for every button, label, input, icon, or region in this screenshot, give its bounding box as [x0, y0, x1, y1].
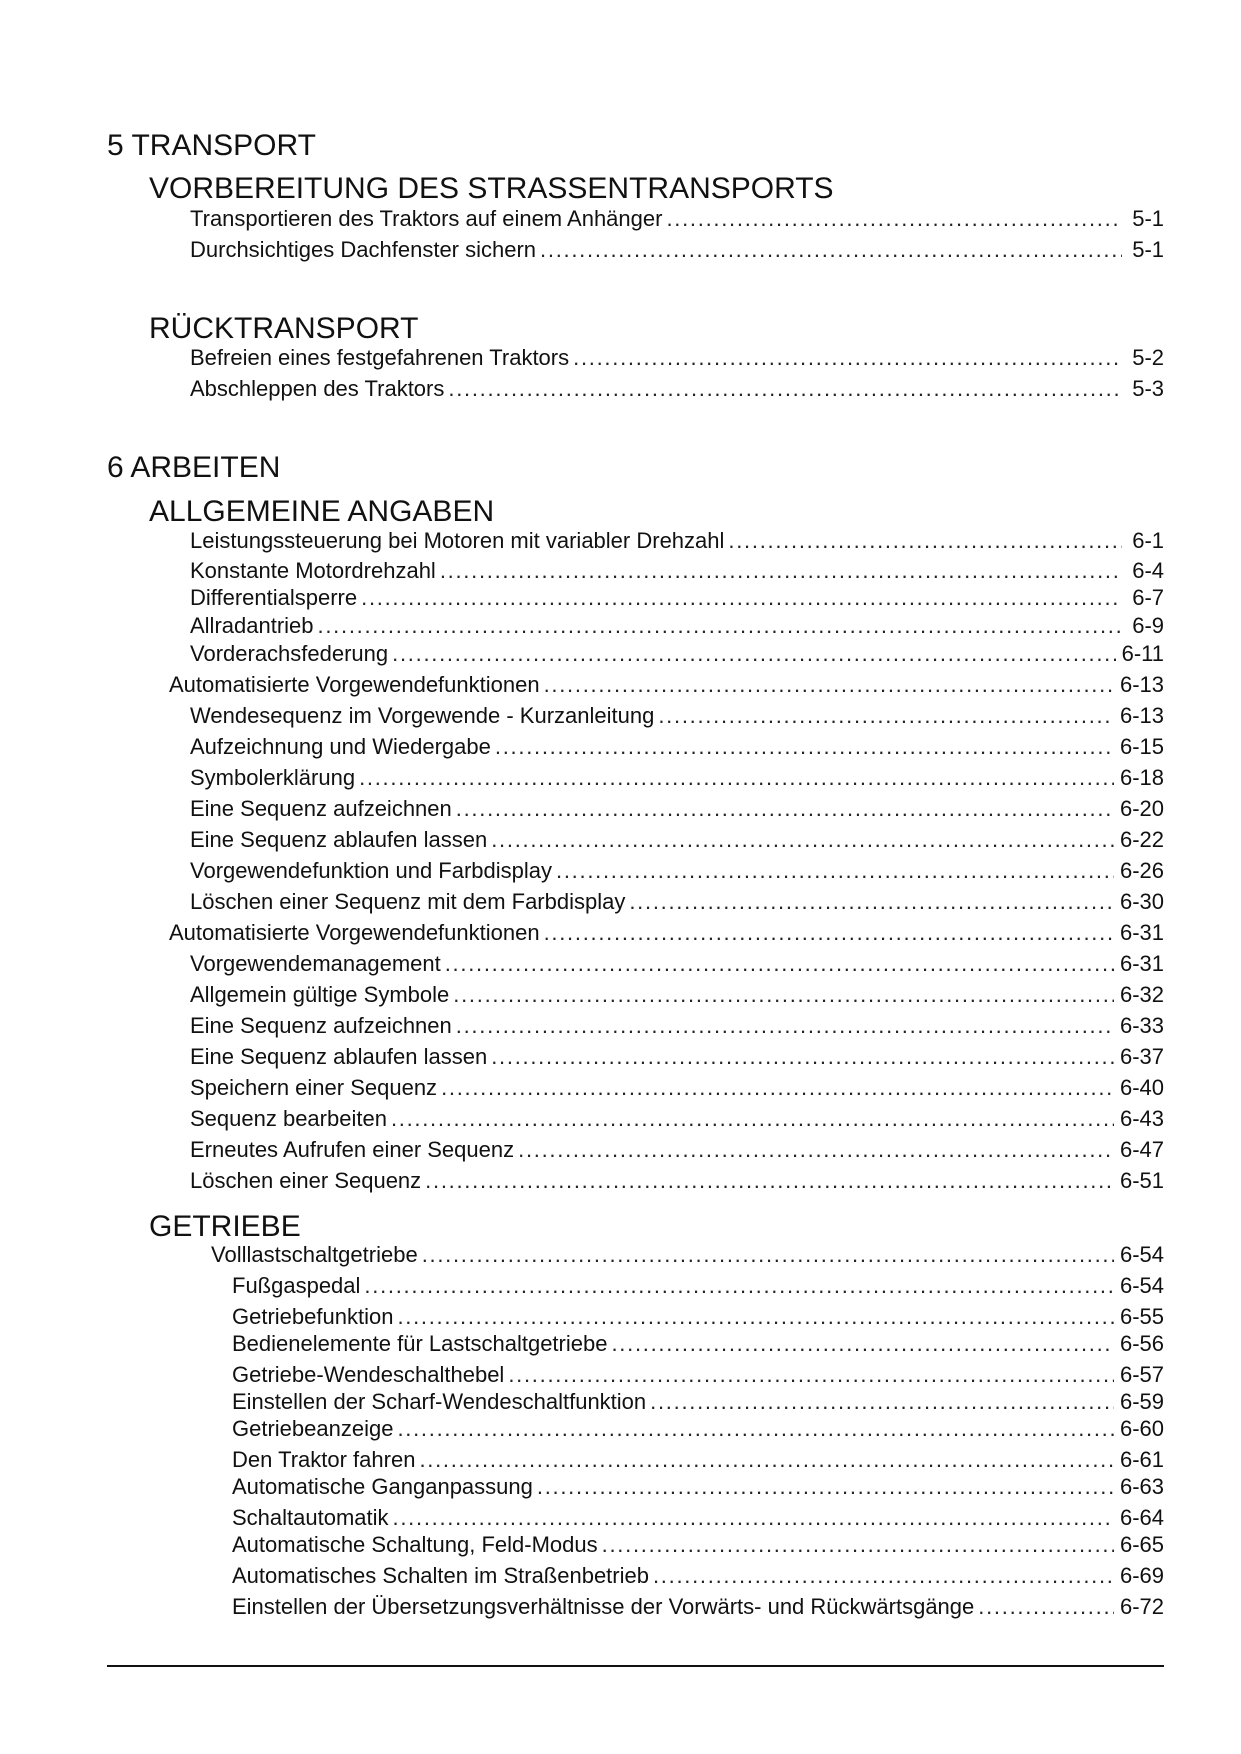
toc-entry-label: Einstellen der Scharf-Wendeschaltfunktion	[232, 1389, 647, 1414]
toc-entry-label: Aufzeichnung und Wiedergabe	[190, 734, 491, 759]
toc-entry-page: 6-54	[1119, 1242, 1164, 1267]
toc-entry[interactable]	[232, 1364, 1164, 1386]
toc-entry-page: 6-69	[1119, 1563, 1164, 1588]
toc-entry-page: 6-15	[1119, 734, 1164, 759]
toc-leader-dots	[440, 560, 1122, 582]
toc-entry[interactable]	[190, 984, 1164, 1006]
toc-leader-dots	[453, 984, 1114, 1006]
toc-leader-dots	[495, 736, 1114, 758]
toc-entry-page: 6-33	[1119, 1013, 1164, 1038]
toc-entry-label: Sequenz bearbeiten	[190, 1106, 387, 1131]
toc-entry[interactable]	[232, 1534, 1164, 1556]
toc-entry-label: Eine Sequenz ablaufen lassen	[190, 827, 488, 852]
toc-leader-dots	[508, 1364, 1114, 1386]
section-ruecktransport-title: RÜCKTRANSPORT	[149, 312, 419, 345]
toc-leader-dots	[556, 860, 1114, 882]
toc-entry[interactable]	[190, 1108, 1164, 1130]
toc-entry-label: Eine Sequenz ablaufen lassen	[190, 1044, 488, 1069]
toc-entry-page: 6-54	[1119, 1273, 1164, 1298]
toc-entry-label: Automatisierte Vorgewendefunktionen	[169, 672, 540, 697]
toc-entry[interactable]	[190, 378, 1164, 400]
toc-entry-page: 6-26	[1119, 858, 1164, 883]
toc-entry-page: 6-60	[1119, 1416, 1164, 1441]
toc-entry[interactable]	[190, 643, 1164, 665]
toc-leader-dots	[392, 643, 1115, 665]
toc-leader-dots	[518, 1139, 1114, 1161]
toc-entry-label: Allgemein gültige Symbole	[190, 982, 450, 1007]
toc-leader-dots	[728, 530, 1122, 552]
toc-entry[interactable]	[232, 1391, 1164, 1413]
toc-entry[interactable]	[232, 1565, 1164, 1587]
toc-entry[interactable]	[190, 239, 1164, 261]
toc-entry-label: Vorderachsfederung	[190, 641, 389, 666]
toc-entry-label: Einstellen der Übersetzungsverhältnisse der Vorwärts- und Rückwärtsgänge	[232, 1594, 975, 1619]
toc-entry-page: 6-51	[1119, 1168, 1164, 1193]
toc-entry-page: 6-30	[1119, 889, 1164, 914]
toc-entry[interactable]	[190, 1077, 1164, 1099]
toc-entry[interactable]	[190, 587, 1164, 609]
toc-entry-page: 6-13	[1119, 672, 1164, 697]
toc-leader-dots	[359, 767, 1114, 789]
toc-entry-page: 6-61	[1119, 1447, 1164, 1472]
toc-entry-label: Bedienelemente für Lastschaltgetriebe	[232, 1331, 608, 1356]
toc-entry-label: Leistungssteuerung bei Motoren mit variabler Drehzahl	[190, 528, 725, 553]
toc-entry[interactable]	[190, 798, 1164, 820]
chapter-5-title: 5 TRANSPORT	[107, 129, 316, 162]
toc-entry[interactable]	[232, 1306, 1164, 1328]
toc-entry-page: 6-31	[1119, 920, 1164, 945]
toc-entry[interactable]	[232, 1418, 1164, 1440]
toc-entry-label: Allradantrieb	[190, 613, 314, 638]
toc-entry[interactable]	[190, 829, 1164, 851]
toc-entry-page: 6-9	[1132, 613, 1164, 638]
toc-entry-label: Löschen einer Sequenz mit dem Farbdisplay	[190, 889, 626, 914]
toc-leader-dots	[658, 705, 1114, 727]
toc-leader-dots	[573, 347, 1122, 369]
section-allgemein-title: ALLGEMEINE ANGABEN	[149, 495, 495, 528]
toc-entry-label: Automatische Schaltung, Feld-Modus	[232, 1532, 598, 1557]
toc-entry[interactable]	[190, 615, 1164, 637]
toc-entry-page: 6-57	[1119, 1362, 1164, 1387]
toc-entry[interactable]	[232, 1449, 1164, 1471]
toc-entry-label: Den Traktor fahren	[232, 1447, 416, 1472]
toc-entry[interactable]	[232, 1596, 1164, 1618]
toc-entry[interactable]	[190, 953, 1164, 975]
toc-leader-dots	[419, 1449, 1114, 1471]
toc-entry-page: 5-2	[1132, 345, 1164, 370]
toc-leader-dots	[456, 798, 1114, 820]
toc-entry-page: 6-55	[1119, 1304, 1164, 1329]
toc-leader-dots	[456, 1015, 1114, 1037]
toc-entry-label: Automatische Ganganpassung	[232, 1474, 533, 1499]
toc-entry[interactable]	[190, 1046, 1164, 1068]
toc-leader-dots	[397, 1306, 1114, 1328]
toc-entry[interactable]	[190, 560, 1164, 582]
toc-leader-dots	[537, 1476, 1114, 1498]
toc-entry-page: 5-1	[1132, 206, 1164, 231]
toc-entry-page: 6-32	[1119, 982, 1164, 1007]
toc-entry[interactable]	[190, 891, 1164, 913]
toc-entry-label: Eine Sequenz aufzeichnen	[190, 1013, 452, 1038]
toc-leader-dots	[425, 1170, 1114, 1192]
toc-entry-page: 5-3	[1132, 376, 1164, 401]
toc-entry-label: Getriebe-Wendeschalthebel	[232, 1362, 505, 1387]
toc-entry-label: Befreien eines festgefahrenen Traktors	[190, 345, 570, 370]
toc-leader-dots	[397, 1418, 1114, 1440]
toc-leader-dots	[602, 1534, 1114, 1556]
toc-entry-label: Löschen einer Sequenz	[190, 1168, 422, 1193]
toc-leader-dots	[445, 953, 1114, 975]
toc-entry-page: 6-65	[1119, 1532, 1164, 1557]
toc-entry[interactable]	[232, 1507, 1164, 1529]
toc-entry-page: 5-1	[1132, 237, 1164, 262]
toc-entry-label: Vorgewendemanagement	[190, 951, 441, 976]
toc-leader-dots	[666, 208, 1122, 230]
toc-entry-label: Differentialsperre	[190, 585, 358, 610]
toc-entry[interactable]	[190, 767, 1164, 789]
toc-entry-label: Schaltautomatik	[232, 1505, 389, 1530]
toc-entry-page: 6-43	[1119, 1106, 1164, 1131]
toc-leader-dots	[391, 1108, 1114, 1130]
toc-entry-page: 6-11	[1121, 641, 1164, 666]
toc-entry-label: Transportieren des Traktors auf einem Anhänger	[190, 206, 663, 231]
toc-leader-dots	[393, 1507, 1114, 1529]
toc-entry-label: Getriebeanzeige	[232, 1416, 394, 1441]
toc-entry-label: Speichern einer Sequenz	[190, 1075, 438, 1100]
toc-entry-label: Wendesequenz im Vorgewende - Kurzanleitung	[190, 703, 655, 728]
toc-entry[interactable]	[232, 1476, 1164, 1498]
toc-entry-page: 6-40	[1119, 1075, 1164, 1100]
toc-entry[interactable]	[232, 1333, 1164, 1355]
toc-leader-dots	[364, 1275, 1114, 1297]
toc-entry[interactable]	[190, 705, 1164, 727]
toc-entry-page: 6-4	[1132, 558, 1164, 583]
toc-leader-dots	[448, 378, 1122, 400]
toc-entry-label: Eine Sequenz aufzeichnen	[190, 796, 452, 821]
toc-entry-page: 6-64	[1119, 1505, 1164, 1530]
toc-entry[interactable]	[169, 674, 1164, 696]
toc-entry-label: Automatisierte Vorgewendefunktionen	[169, 920, 540, 945]
toc-entry[interactable]	[190, 208, 1164, 230]
toc-entry[interactable]	[169, 922, 1164, 944]
toc-entry-label: Erneutes Aufrufen einer Sequenz	[190, 1137, 515, 1162]
toc-leader-dots	[491, 1046, 1114, 1068]
toc-leader-dots	[544, 922, 1114, 944]
toc-entry-label: Fußgaspedal	[232, 1273, 361, 1298]
toc-leader-dots	[361, 587, 1122, 609]
toc-leader-dots	[978, 1596, 1114, 1618]
toc-leader-dots	[611, 1333, 1113, 1355]
toc-leader-dots	[653, 1565, 1114, 1587]
section-getriebe-title: GETRIEBE	[149, 1210, 301, 1243]
toc-entry-label: Konstante Motordrehzahl	[190, 558, 436, 583]
toc-entry-page: 6-37	[1119, 1044, 1164, 1069]
toc-entry[interactable]	[190, 347, 1164, 369]
toc-entry-label: Vorgewendefunktion und Farbdisplay	[190, 858, 553, 883]
toc-entry-label: Getriebefunktion	[232, 1304, 394, 1329]
toc-entry-page: 6-47	[1119, 1137, 1164, 1162]
toc-entry[interactable]	[190, 1139, 1164, 1161]
toc-entry-page: 6-56	[1119, 1331, 1164, 1356]
toc-entry-label: Automatisches Schalten im Straßenbetrieb	[232, 1563, 649, 1588]
toc-leader-dots	[540, 239, 1122, 261]
toc-entry-label: Symbolerklärung	[190, 765, 356, 790]
toc-entry[interactable]	[190, 1170, 1164, 1192]
toc-leader-dots	[629, 891, 1114, 913]
toc-entry-label: Abschleppen des Traktors	[190, 376, 445, 401]
toc-entry-label: Volllastschaltgetriebe	[211, 1242, 418, 1267]
toc-leader-dots	[544, 674, 1114, 696]
footer-divider	[107, 1665, 1164, 1667]
toc-entry-label: Durchsichtiges Dachfenster sichern	[190, 237, 537, 262]
chapter-6-title: 6 ARBEITEN	[107, 451, 281, 484]
toc-leader-dots	[650, 1391, 1114, 1413]
toc-entry-page: 6-59	[1119, 1389, 1164, 1414]
toc-entry-page: 6-18	[1119, 765, 1164, 790]
toc-entry-page: 6-20	[1119, 796, 1164, 821]
toc-entry-page: 6-7	[1132, 585, 1164, 610]
toc-leader-dots	[491, 829, 1114, 851]
toc-leader-dots	[441, 1077, 1114, 1099]
toc-entry-page: 6-1	[1132, 528, 1164, 553]
toc-entry-page: 6-13	[1119, 703, 1164, 728]
section-vorbereitung-title: VORBEREITUNG DES STRASSENTRANSPORTS	[149, 172, 834, 205]
toc-entry[interactable]	[232, 1275, 1164, 1297]
toc-entry[interactable]	[190, 530, 1164, 552]
toc-entry[interactable]	[190, 736, 1164, 758]
toc-leader-dots	[318, 615, 1122, 637]
toc-leader-dots	[422, 1244, 1114, 1266]
toc-entry-page: 6-31	[1119, 951, 1164, 976]
toc-entry-page: 6-72	[1119, 1594, 1164, 1619]
toc-entry[interactable]	[190, 860, 1164, 882]
toc-entry[interactable]	[190, 1015, 1164, 1037]
toc-entry[interactable]	[211, 1244, 1164, 1266]
toc-entry-page: 6-63	[1119, 1474, 1164, 1499]
toc-entry-page: 6-22	[1119, 827, 1164, 852]
